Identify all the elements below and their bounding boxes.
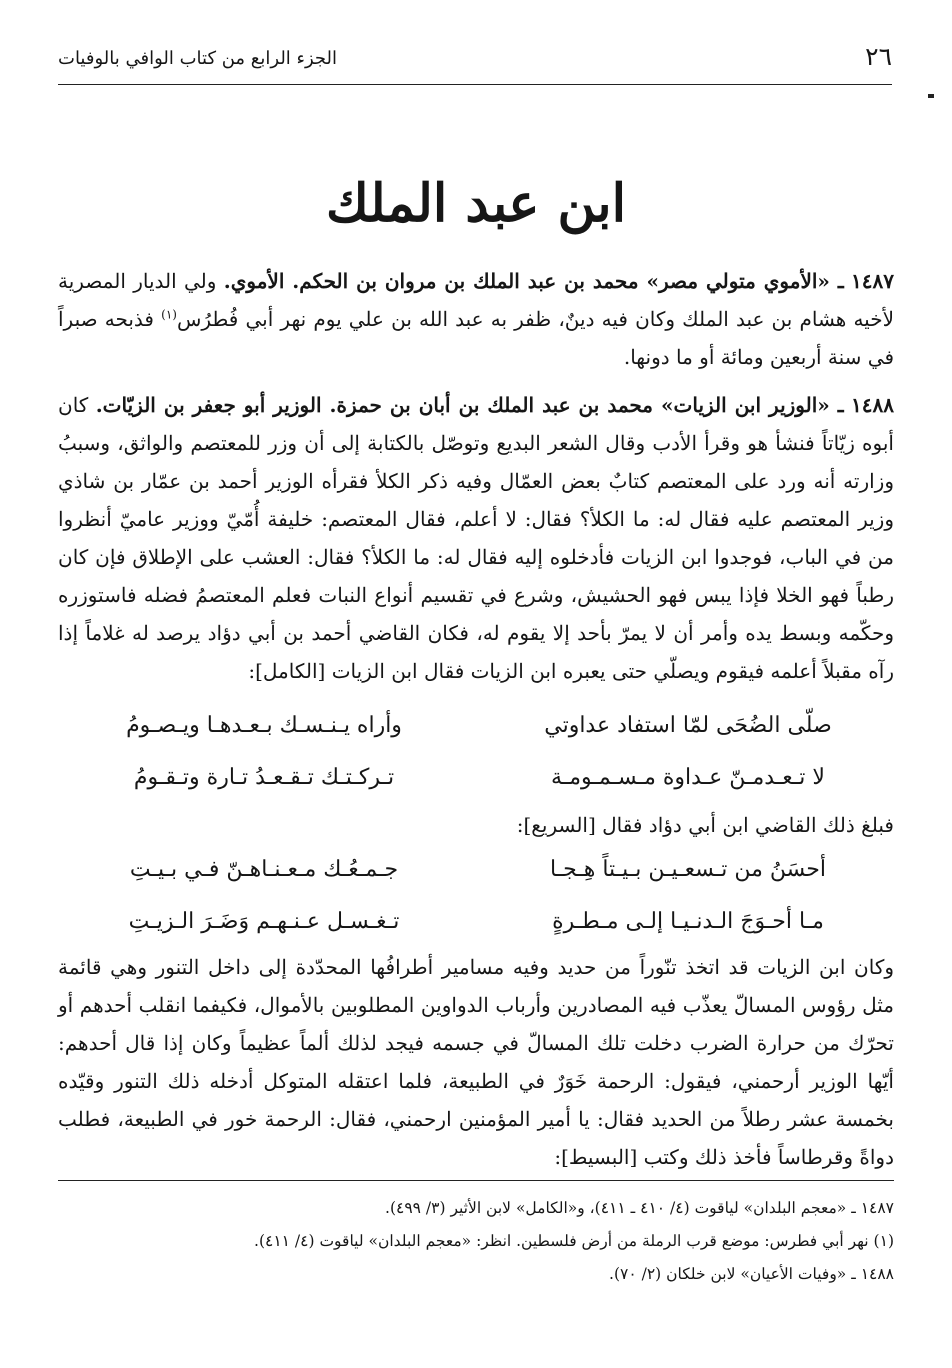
verse-second-half: تـغـسـل عـنـهـم وَضَـرَ الـزيـتِ (128, 909, 400, 934)
poem-sari (58, 844, 894, 948)
page-number: ٢٦ (865, 42, 892, 71)
verse (58, 896, 894, 948)
entry-1487: ١٤٨٧ ـ «الأموي متولي مصر» محمد بن عبد الملك بن مروان بن الحكم. الأموي. ولي الديار المصرية لأخيه هشام بن عبد الملك وكان فيه دينٌ، ظفر به عبد الله بن علي يوم نهر أبي فُطرُس$^{(١)}$ فذبحه صبراً في سنة أربعين ومائة أو ما دونها. (58, 269, 895, 369)
verse-first-half: مـا أحـوَجَ الـدنـيـا إلـى مـطـرةٍ (552, 909, 824, 934)
entry-lead: «الوزير ابن الزيات» محمد بن عبد الملك بن أبان بن حمزة. الوزير أبو جعفر بن الزيّات. (95, 393, 830, 417)
entry-number: ١٤٨٨ (851, 393, 895, 417)
entry-lead: «الأموي متولي مصر» محمد بن عبد الملك بن مروان بن الحكم. الأموي. (223, 269, 830, 293)
margin-mark (928, 94, 934, 98)
footnote: ١٤٨٧ ـ «معجم البلدان» لياقوت (٤/ ٤١٠ ـ ٤١١)، و«الكامل» لابن الأثير (٣/ ٤٩٩). (385, 1199, 894, 1217)
verse-second-half: تـركـتـك تـقـعـدُ تـارة وتـقـومُ (133, 765, 395, 790)
verse (58, 752, 894, 804)
verse (58, 700, 894, 752)
footnote-divider (58, 1180, 894, 1181)
closing-paragraph: وكان ابن الزيات قد اتخذ تنّوراً من حديد وفيه مسامير أطرافُها المحدّدة إلى داخل التنور وهي قائمة مثل رؤوس المسالّ يعذّب فيه المصادرين وأرباب الدواوين المطلوبين بالأموال، فكيفما انقلب أحدهم أو تحرّك من حرارة الضرب دخلت تلك المسالّ في جسمه فيجد لذلك ألماً عظيماً وكان إذا قال أحدهم: أيّها الوزير أرحمني، فيقول: الرحمة خَوَرٌ في الطبيعة، فلما اعتقله المتوكل أدخله ذلك التنور وقيّده بخمسة عشر رطلاً من الحديد فقال: يا أمير المؤمنين ارحمني، فقال: الرحمة خور في الطبيعة، فطلب دواةً وقرطاساً فأخذ ذلك وكتب [البسيط]: (58, 955, 894, 1169)
running-header (58, 40, 892, 85)
main-text (58, 262, 894, 1176)
entry-1488: ١٤٨٨ ـ «الوزير ابن الزيات» محمد بن عبد الملك بن أبان بن حمزة. الوزير أبو جعفر بن الزيّات. كان أبوه زيّاتاً فنشأ هو وقرأ الأدب وقال الشعر البديع وتوصّل بالكتابة إلى أن وزر للمعتصم والواثق، وسببُ وزارته أنه ورد على المعتصم كتابٌ بعض العمّال وفيه ذكر الكلأ فقرأه الوزير أحمد بن عمّار بن شاذي وزير المعتصم عليه فقال له: ما الكلأ؟ فقال: لا أعلم، فقال المعتصم: خليفة أُمّيّ ووزير عاميّ أنظروا من في الباب، فوجدوا ابن الزيات فأدخلوه إليه فقال له: ما الكلأ؟ فقال: العشب على الإطلاق فإن كان رطباً فهو الخلا فإذا يبس فهو الحشيش، وشرع في تقسيم أنواع النبات فعلم المعتصمُ فضله فاستوزره وحكّمه وبسط يده وأمر أن لا يمرّ بأحد إلا يقوم له، فكان القاضي أحمد بن أبي دؤاد يرصد له غلاماً إذا رآه مقبلاً أعلمه فيقوم ويصلّي حتى يعبره ابن الزيات فقال ابن الزيات [الكامل]: (58, 393, 895, 683)
chapter-heading: ابن عبد الملك (325, 173, 627, 234)
footnote: (١) نهر أبي فطرس: موضع قرب الرملة من أرض فلسطين. انظر: «معجم البلدان» لياقوت (٤/ ٤١١). (254, 1232, 894, 1250)
poem-intro: فبلغ ذلك القاضي ابن أبي دؤاد فقال [السريع]: (516, 813, 894, 837)
verse (58, 844, 894, 896)
verse-second-half: وأراه يـنـسـك بـعـدهـا ويـصـومُ (126, 713, 402, 738)
entry-text: ولي الديار المصرية لأخيه هشام بن عبد الملك وكان فيه دينٌ، ظفر به عبد الله بن علي يوم نهر أبي فُطرُس (58, 269, 894, 331)
poem-kamil (58, 700, 894, 804)
entry-text: كان أبوه زيّاتاً فنشأ هو وقرأ الأدب وقال الشعر البديع وتوصّل بالكتابة إلى أن وزر للمعتصم والواثق، وسببُ وزارته أنه ورد على المعتصم كتابٌ بعض العمّال وفيه ذكر الكلأ فقرأه الوزير أحمد بن عمّار بن شاذي وزير المعتصم عليه فقال له: ما الكلأ؟ فقال: لا أعلم، فقال المعتصم: خليفة أُمّيّ ووزير عاميّ أنظروا من في الباب، فوجدوا ابن الزيات فأدخلوه إليه فقال له: ما الكلأ؟ فقال: العشب على الإطلاق فإن كان رطباً فهو الخلا فإذا يبس فهو الحشيش، وشرع في تقسيم أنواع النبات فعلم المعتصمُ فضله فاستوزره وحكّمه وبسط يده وأمر أن لا يمرّ بأحد إلا يقوم له، فكان القاضي أحمد بن أبي دؤاد يرصد له غلاماً إذا رآه مقبلاً أعلمه فيقوم ويصلّي حتى يعبره ابن الزيات فقال ابن الزيات [الكامل]: (58, 393, 894, 683)
footnotes (58, 1192, 894, 1291)
verse-first-half: صلّى الضُحَى لمّا استفاد عداوتي (544, 713, 832, 738)
entry-text-continued: فذبحه صبراً في سنة أربعين ومائة أو ما دونها. (58, 307, 894, 369)
book-title: الجزء الرابع من كتاب الوافي بالوفيات (58, 48, 338, 69)
verse-first-half: لا تـعـدمـنّ عـداوة مـسـمـومـة (551, 765, 825, 790)
entry-number: ١٤٨٧ (851, 269, 895, 293)
footnote: ١٤٨٨ ـ «وفيات الأعيان» لابن خلكان (٢/ ٧٠). (609, 1265, 894, 1283)
verse-second-half: جـمـعُـك مـعـنـاهـنّ فـي بـيـتِ (129, 857, 399, 882)
verse-first-half: أحسَنُ من تـسعـيـن بـيـتاً هِـجـا (549, 857, 827, 882)
footnote-reference: (١) (161, 307, 177, 322)
